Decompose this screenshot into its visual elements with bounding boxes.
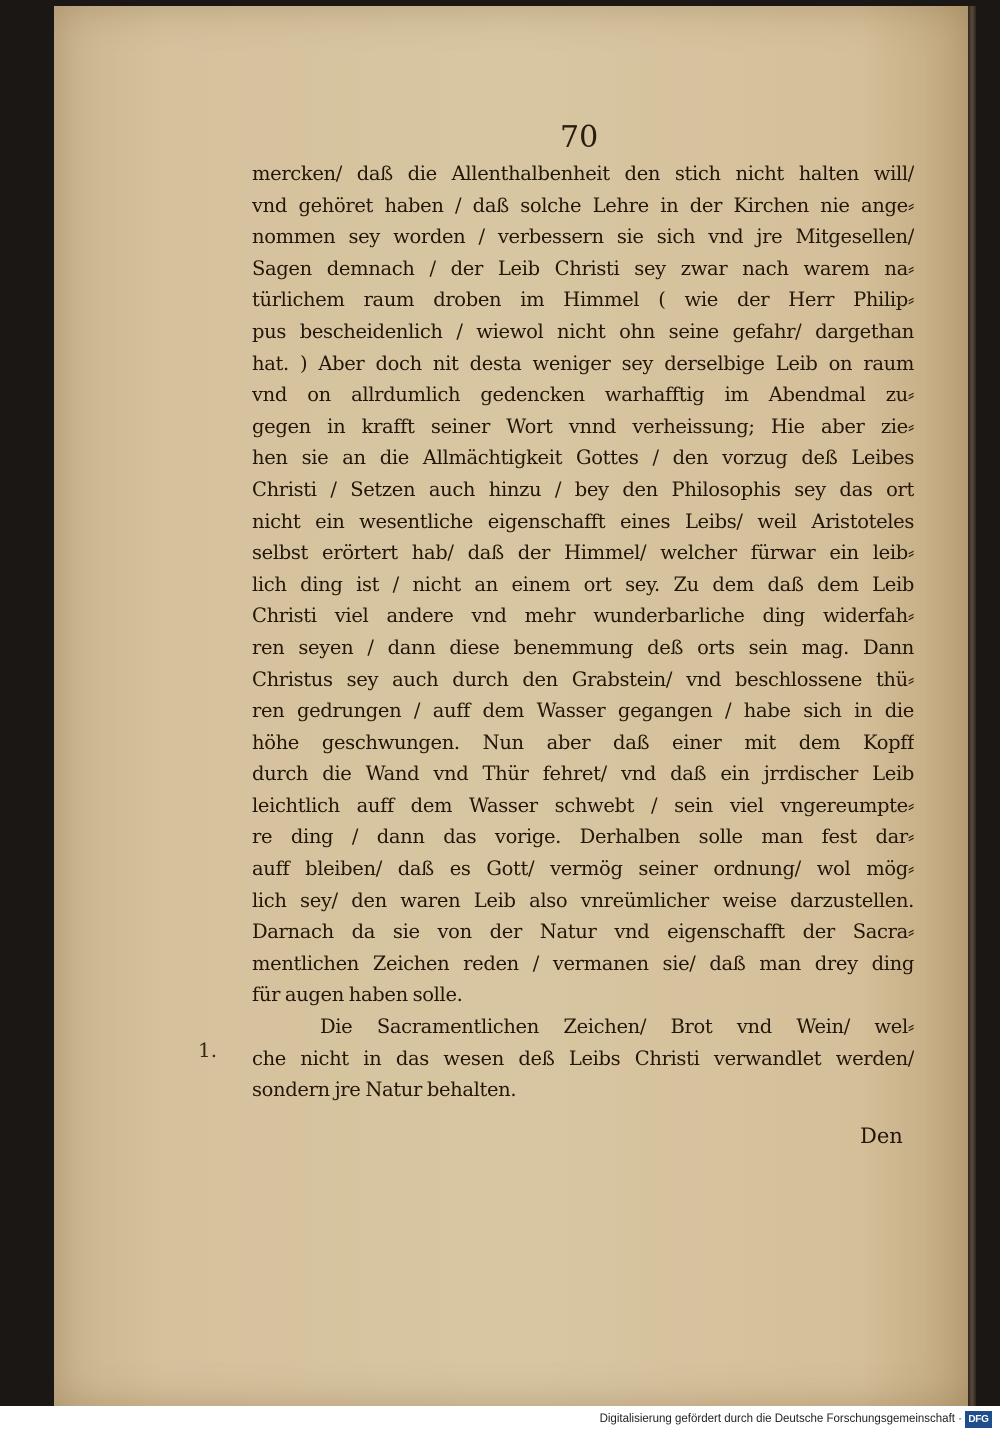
footer-credit-text: Digitalisierung gefördert durch die Deutsche Forschungsgemeinschaft ·	[599, 1413, 962, 1425]
page-number: 70	[560, 120, 599, 155]
text-line: lich sey/ den waren Leib also vnreümlicher weise darzustellen.	[252, 888, 914, 912]
text-line: leichtlich auff dem Wasser schwebt / sein viel vngereumpte⸗	[252, 793, 914, 817]
text-line: Christi / Setzen auch hinzu / bey den Philosophis sey das ort	[252, 477, 914, 501]
text-line: Christus sey auch durch den Grabstein/ vnd beschlossene thü⸗	[252, 667, 914, 691]
text-line: Die Sacramentlichen Zeichen/ Brot vnd Wein/ wel⸗	[320, 1015, 914, 1039]
text-line: gegen in krafft seiner Wort vnnd verheissung; Hie aber zie⸗	[252, 414, 914, 438]
text-line: Sagen demnach / der Leib Christi sey zwar nach warem na⸗	[252, 256, 914, 280]
text-line: höhe geschwungen. Nun aber daß einer mit dem Kopff	[252, 730, 914, 754]
text-line: lich ding ist / nicht an einem ort sey. Zu dem daß dem Leib	[252, 572, 914, 596]
text-line: re ding / dann das vorige. Derhalben solle man fest dar⸗	[252, 825, 914, 849]
text-line: pus bescheidenlich / wiewol nicht ohn seine gefahr/ dargethan	[252, 319, 914, 343]
text-line: durch die Wand vnd Thür fehret/ vnd daß ein jrrdischer Leib	[252, 762, 914, 786]
text-line: auff bleiben/ daß es Gott/ vermög seiner ordnung/ wol mög⸗	[252, 857, 914, 881]
text-line: Christi viel andere vnd mehr wunderbarliche ding widerfah⸗	[252, 604, 914, 628]
text-line: nicht ein wesentliche eigenschafft eines Leibs/ weil Aristoteles	[252, 509, 914, 533]
text-block	[252, 158, 914, 1106]
text-line: Darnach da sie von der Natur vnd eigenschafft der Sacra⸗	[252, 920, 914, 944]
text-line: hen sie an die Allmächtigkeit Gottes / den vorzug deß Leibes	[252, 446, 914, 470]
text-line: türlichem raum droben im Himmel ( wie der Herr Philip⸗	[252, 288, 914, 312]
text-line: für augen haben solle.	[252, 983, 463, 1007]
text-line: mercken/ daß die Allenthalbenheit den stich nicht halten will/	[252, 162, 914, 185]
text-line: selbst erörtert hab/ daß der Himmel/ welcher fürwar ein leib⸗	[252, 541, 914, 565]
text-line: nommen sey worden / verbessern sie sich vnd jre Mitgesellen/	[252, 225, 914, 249]
text-line: vnd on allrdumlich gedencken warhafftig im Abendmal zu⸗	[252, 383, 914, 407]
footer-bar	[0, 1406, 1000, 1434]
page-edge	[968, 6, 976, 1406]
text-line: mentlichen Zeichen reden / vermanen sie/ daß man drey ding	[252, 951, 914, 975]
catchword: Den	[860, 1124, 903, 1148]
text-line: ren seyen / dann diese benemmung deß orts sein mag. Dann	[252, 635, 914, 659]
text-line: che nicht in das wesen deß Leibs Christi verwandlet werden/	[252, 1046, 914, 1070]
text-line: ren gedrungen / auff dem Wasser gegangen / habe sich in die	[252, 699, 914, 723]
text-line: sondern jre Natur behalten.	[252, 1078, 517, 1102]
text-line: vnd gehöret haben / daß solche Lehre in der Kirchen nie ange⸗	[252, 193, 914, 217]
dfg-logo-icon[interactable]: DFG	[965, 1411, 992, 1428]
text-line: hat. ) Aber doch nit desta weniger sey derselbige Leib on raum	[252, 351, 914, 375]
margin-note: 1.	[198, 1038, 218, 1062]
